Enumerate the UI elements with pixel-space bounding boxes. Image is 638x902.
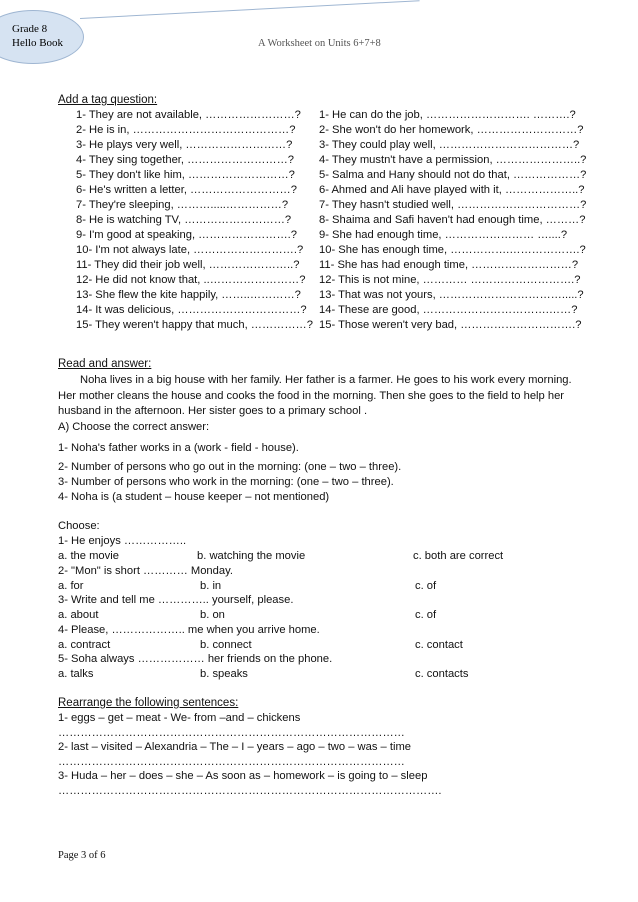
tag-question: 5- Salma and Hany should not do that, ………………?: [319, 169, 587, 181]
tag-question: 1- He can do the job, ………………………. ……….?: [319, 109, 576, 121]
tag-question: 8- Shaima and Safi haven't had enough time, ………?: [319, 214, 586, 226]
tag-question: 5- They don't like him, ………………………?: [76, 169, 295, 181]
choose-option-b: b. connect: [200, 638, 252, 651]
choose-correct-heading: A) Choose the correct answer:: [58, 421, 210, 433]
tag-question: 7- They hasn't studied well, ……………………………?: [319, 199, 587, 211]
choose-option-c: c. contact: [415, 638, 463, 651]
answer-blank-line: …………………………………………………………………………………: [58, 727, 405, 739]
tag-question: 7- They're sleeping, ……….....……………?: [76, 199, 289, 211]
answer-blank-line: …………………………………………………………………………………: [58, 756, 405, 768]
choose-option-a: a. contract: [58, 638, 111, 651]
tag-question: 12- He did not know that, ..……………………?: [76, 274, 306, 286]
choose-option-a: a. the movie: [58, 550, 119, 562]
tag-question: 1- They are not available, ……………………?: [76, 109, 301, 121]
tag-question: 6- He's written a letter, ………………………?: [76, 184, 297, 196]
rearrange-sentence: 2- last – visited – Alexandria – The – I – years – ago – two – was – time: [58, 741, 412, 753]
choose-option-c: c. both are correct: [413, 550, 504, 562]
tag-questions-right: [319, 108, 586, 333]
tag-question: 15- They weren't happy that much, ……………?: [76, 319, 313, 331]
tag-question: 8- He is watching TV, ………………………?: [76, 214, 292, 226]
worksheet-title: A Worksheet on Units 6+7+8: [258, 38, 381, 49]
tag-question: 13- She flew the kite happily, ……..…………?: [76, 289, 301, 301]
tag-question: 15- Those weren't very bad, ………………………….?: [319, 319, 582, 331]
tag-question: 10- She has enough time, …………….……………….?: [319, 244, 586, 256]
tag-section-title: Add a tag question:: [58, 94, 158, 106]
choose-option-c: c. of: [415, 579, 437, 592]
reading-question: 1- Noha's father works in a (work - field - house).: [58, 442, 299, 454]
rearrange-sentence: 3- Huda – her – does – she – As soon as – homework – is going to – sleep: [58, 770, 428, 782]
page-number: Page 3 of 6: [58, 850, 106, 861]
tag-question: 14- It was delicious, ……………………………?: [76, 304, 307, 316]
choose-option-b: b. in: [200, 579, 222, 592]
choose-question: 5- Soha always ……………… her friends on the phone.: [58, 653, 333, 665]
tag-question: 3- He plays very well, ………………………?: [76, 139, 293, 151]
choose-option-b: b. on: [200, 609, 225, 621]
tag-question: 4- They mustn't have a permission, …………………..?: [319, 154, 587, 166]
reading-section-title: Read and answer:: [58, 358, 152, 370]
tag-question: 10- I'm not always late, ……………………….?: [76, 244, 304, 256]
tag-question: 12- This is not mine, ………… ……………………….?: [319, 274, 581, 286]
choose-option-b: b. watching the movie: [197, 550, 306, 562]
grade-badge-text: [12, 22, 63, 50]
choose-question: 3- Write and tell me ………….. yourself, please.: [58, 594, 294, 606]
reading-question: 3- Number of persons who work in the morning: (one – two – three).: [58, 476, 394, 488]
tag-question: 2- She won't do her homework, ………………………?: [319, 124, 584, 136]
choose-option-b: b. speaks: [200, 668, 248, 680]
tag-question: 3- They could play well, ………………………………?: [319, 139, 580, 151]
tag-question: 9- She had enough time, …………………… …....?: [319, 229, 568, 241]
tag-question: 11- She has had enough time, ………………………?: [319, 259, 579, 271]
choose-question: 1- He enjoys ……………..: [58, 535, 187, 547]
rearrange-sentence: 1- eggs – get – meat - We- from –and – chickens: [58, 712, 301, 724]
answer-blank-line: ………………………………………………………………………………………….: [58, 785, 442, 797]
rearrange-title: Rearrange the following sentences:: [58, 697, 239, 709]
choose-title: Choose:: [58, 520, 100, 532]
choose-question: 2- "Mon" is short ………… Monday.: [58, 564, 233, 577]
book-label: Hello Book: [12, 37, 64, 49]
tag-question: 14- These are good, …………………………….……?: [319, 304, 578, 316]
tag-question: 11- They did their job well, …………………..?: [76, 259, 300, 271]
tag-question: 13- That was not yours, …………………………….....?: [319, 289, 584, 301]
choose-option-a: a. talks: [58, 668, 94, 680]
choose-option-c: c. of: [415, 609, 437, 621]
reading-passage: Noha lives in a big house with her family. Her father is a farmer. He goes to his work every morning. Her mother cleans the house and cooks the food in the morning. Then she goes to the field to help her husband in the afternoon. Her sister goes to a primary school .: [58, 374, 572, 417]
header-divider: [80, 0, 420, 19]
tag-questions-left: [76, 108, 313, 333]
tag-question: 6- Ahmed and Ali have played with it, ………………..?: [319, 184, 585, 196]
grade-label: Grade 8: [12, 23, 48, 35]
reading-question: 4- Noha is (a student – house keeper – not mentioned): [58, 491, 330, 503]
reading-question: 2- Number of persons who go out in the morning: (one – two – three).: [58, 461, 402, 473]
tag-question: 9- I'm good at speaking, …………………….?: [76, 229, 297, 241]
tag-question: 4- They sing together, ………………………?: [76, 154, 295, 166]
choose-option-c: c. contacts: [415, 668, 469, 680]
choose-question: 4- Please, ……………….. me when you arrive home.: [58, 623, 320, 636]
choose-option-a: a. for: [58, 579, 84, 592]
choose-option-a: a. about: [58, 609, 99, 621]
tag-question: 2- He is in, ……………………………………?: [76, 124, 296, 136]
